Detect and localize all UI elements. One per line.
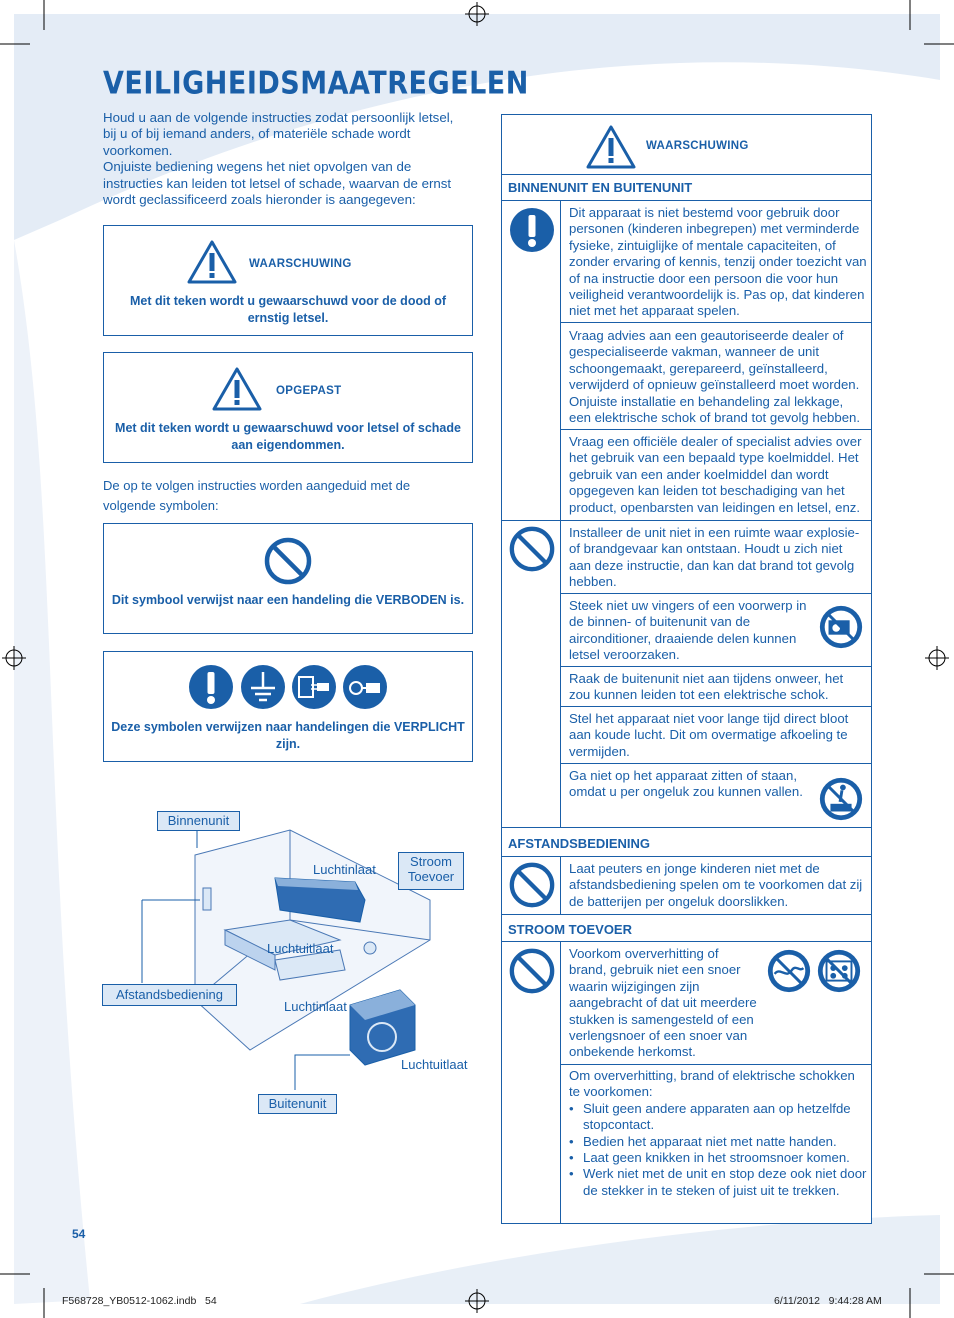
- stroom-toevoer-line-1: Stroom: [410, 854, 452, 869]
- diagram-label-afstandsbediening: Afstandsbediening: [102, 984, 237, 1006]
- unplug-plug-icon: [291, 664, 337, 710]
- section-binnen-buiten: BINNENUNIT EN BUITENUNIT: [508, 180, 693, 195]
- divider: [502, 941, 871, 942]
- diagram-label-binnenunit: Binnenunit: [157, 811, 240, 831]
- section-stroom-toevoer: STROOM TOEVOER: [508, 922, 632, 937]
- row-10-text: Voorkom oververhitting of brand, gebruik niet een snoer waarin wijzigingen zijn aangebracht of dat uit meerdere stukken is samengesteld of een verlengsnoer of een snoer van onbekende herkomst.: [569, 946, 757, 1060]
- warning-signal-word: WAARSCHUWING: [249, 258, 352, 270]
- row-3-text: Vraag een officiële dealer of specialist advies over het gebruik van een bepaald type koelmiddel. Het gebruik van een ander koelmiddel dan wordt opgegeven kan leiden tot beschadiging van het product, openbarsten van leidingen en letsel, enz.: [569, 434, 862, 515]
- mandatory-exclamation-icon: [188, 664, 234, 710]
- table-warning-triangle-icon: [586, 125, 636, 169]
- row-7-text: Stel het apparaat niet voor lange tijd direct bloot aan koude lucht. Dit om overmatige afkoeling te vermijden.: [569, 711, 849, 759]
- ground-connection-icon: [240, 664, 286, 710]
- symbols-intro-line-1: De op te volgen instructies worden aangeduid met de: [103, 478, 411, 493]
- warning-legend-box: [103, 225, 473, 336]
- row-11-list: [569, 1101, 867, 1199]
- no-modified-cord-icon: [765, 947, 813, 995]
- divider: [560, 429, 871, 430]
- divider: [560, 322, 871, 323]
- diagram-label-luchtuitlaat-mid: Luchtuitlaat: [267, 941, 334, 956]
- divider: [502, 914, 871, 915]
- caution-triangle-icon: [212, 367, 262, 411]
- prohibited-icon: [508, 525, 556, 573]
- warning-triangle-icon: [187, 240, 237, 284]
- divider: [560, 706, 871, 707]
- section-afstandsbediening: AFSTANDSBEDIENING: [508, 836, 651, 851]
- divider: [502, 174, 871, 175]
- column-divider: [560, 941, 561, 1223]
- caution-legend-box: [103, 352, 473, 463]
- caution-description: Met dit teken wordt u gewaarschuwd voor letsel of schade aan eigendommen.: [115, 421, 461, 452]
- pull-plug-icon: [342, 664, 388, 710]
- diagram-label-buitenunit: Buitenunit: [258, 1094, 337, 1114]
- divider: [560, 763, 871, 764]
- diagram-label-stroom-toevoer: [398, 852, 464, 890]
- row-11: [569, 1068, 867, 1199]
- page-title: VEILIGHEIDSMAATREGELEN: [103, 66, 529, 102]
- footer-date: 6/11/2012 9:44:28 AM: [774, 1295, 882, 1307]
- divider: [502, 827, 871, 828]
- prohibited-description: Dit symbool verwijst naar een handeling die VERBODEN is.: [111, 593, 465, 607]
- row-1-text: Dit apparaat is niet bestemd voor gebruik door personen (kinderen inbegrepen) met verminderde fysieke, zintuiglijke of mentale capaciteiten, of zonder ervaring of kennis, tenzij onder toezicht van of na instructie door een persoon die voor hun veiligheid verantwoordelijk is. Pas op, dat kinderen niet met het apparaat spelen.: [569, 205, 867, 319]
- mandatory-description: Deze symbolen verwijzen naar handelingen die VERPLICHT zijn.: [111, 720, 465, 751]
- row-11-intro: Om oververhitting, brand of elektrische schokken te voorkomen:: [569, 1068, 855, 1100]
- diagram-label-luchtinlaat-top: Luchtinlaat: [313, 862, 376, 877]
- divider: [502, 200, 871, 201]
- prohibited-legend-box: [103, 523, 473, 634]
- intro-paragraph-1: Houd u aan de volgende instructies zodat persoonlijk letsel, bij u of bij iemand anders, of materiële schade wordt voorkomen.: [103, 110, 454, 158]
- stroom-toevoer-line-2: Toevoer: [407, 869, 455, 884]
- page-number: 54: [72, 1227, 86, 1241]
- prohibited-icon: [508, 947, 556, 995]
- row-2-text: Vraag advies aan een geautoriseerde dealer of gespecialiseerde vakman, wanneer de unit schoongemaakt, gerepareerd, geïnstalleerd, verwijderd of opnieuw geïnstalleerd moet worden. Onjuiste installatie en behandeling zal lekkage, een elektrische schok of brand tot gevolg hebben.: [569, 328, 861, 426]
- column-divider: [560, 856, 561, 914]
- list-item: • Bedien het apparaat niet met natte handen.: [569, 1134, 867, 1150]
- caution-signal-word: OPGEPAST: [276, 385, 342, 397]
- unit-diagram: [100, 800, 480, 1120]
- intro-text: [103, 110, 468, 208]
- divider: [502, 856, 871, 857]
- table-signal-word: WAARSCHUWING: [646, 140, 749, 152]
- no-standing-on-unit-icon: [817, 775, 865, 823]
- list-item: • Laat geen knikken in het stroomsnoer komen.: [569, 1150, 867, 1166]
- prohibited-icon: [263, 536, 313, 586]
- intro-paragraph-2: Onjuiste bediening wegens het niet opvolgen van de instructies kan leiden tot letsel of schade, waarvan de ernst wordt geclassificeerd zoals hieronder is aangegeven:: [103, 159, 452, 208]
- symbols-intro-line-2: volgende symbolen:: [103, 498, 219, 513]
- mandatory-exclamation-icon: [509, 207, 555, 253]
- divider: [560, 1064, 871, 1065]
- divider: [560, 593, 871, 594]
- row-6-text: Raak de buitenunit niet aan tijdens onweer, het zou kunnen leiden tot een elektrische schok.: [569, 671, 844, 703]
- mandatory-legend-box: [103, 651, 473, 762]
- symbols-intro: [103, 476, 473, 516]
- list-item: • Sluit geen andere apparaten aan op hetzelfde stopcontact.: [569, 1101, 867, 1134]
- row-5-text: Steek niet uw vingers of een voorwerp in de binnen- of buitenunit van de airconditioner, draaiende delen kunnen letsel veroorzaken.: [569, 598, 807, 663]
- row-9-text: Laat peuters en jonge kinderen niet met de afstandsbediening spelen om te voorkomen dat zij de batterijen per ongeluk doorslikken.: [569, 861, 863, 909]
- diagram-label-luchtinlaat-bottom: Luchtinlaat: [284, 999, 347, 1014]
- prohibited-icon: [508, 861, 556, 909]
- list-item: • Werk niet met de unit en stop deze ook niet door de stekker in te steken of juist uit te trekken.: [569, 1166, 867, 1199]
- row-4-text: Installeer de unit niet in een ruimte waar explosie- of brandgevaar kan ontstaan. Houdt u zich niet aan deze instructie, dan kan dat brand tot gevolg hebben.: [569, 525, 860, 590]
- divider: [560, 666, 871, 667]
- warning-description: Met dit teken wordt u gewaarschuwd voor de dood of ernstig letsel.: [130, 294, 446, 325]
- divider: [502, 520, 871, 521]
- column-divider: [560, 200, 561, 827]
- footer-file-name: F568728_YB0512-1062.indb 54: [62, 1295, 217, 1307]
- no-multi-socket-icon: [815, 947, 863, 995]
- diagram-label-luchtuitlaat-bottom: Luchtuitlaat: [401, 1057, 468, 1072]
- row-8-text: Ga niet op het apparaat zitten of staan, omdat u per ongeluk zou kunnen vallen.: [569, 768, 803, 800]
- warning-table: [501, 114, 872, 1224]
- no-fingers-in-fan-icon: [817, 603, 865, 651]
